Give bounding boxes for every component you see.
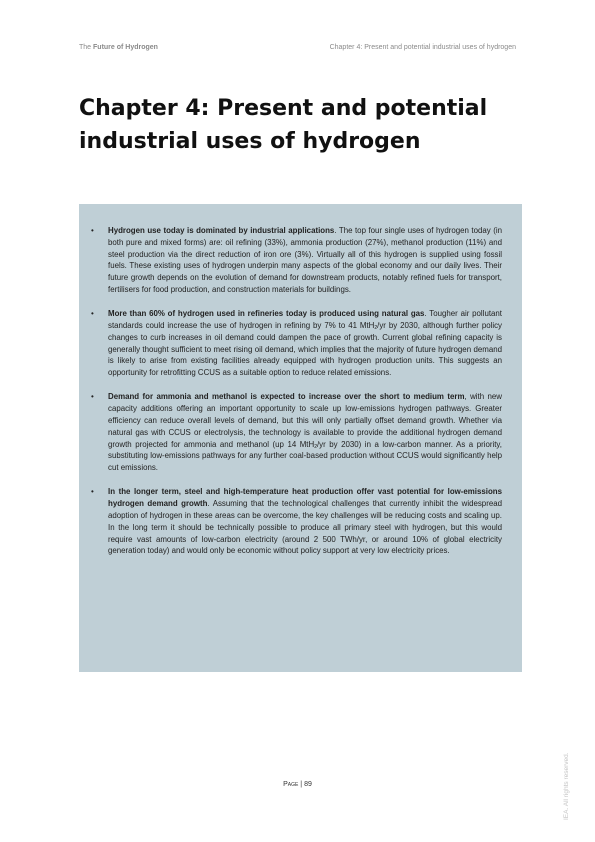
page-footer [0,781,595,788]
finding-body-part-a: , with new capacity additions offering an important opportunity to scale up low-emissions hydrogen pathways. Greater efficiency can reduce overall levels of demand, but this will only partially offset demand growth. Whether via natural gas with CCUS or electrolysis, the technology is available to provide the additional hydrogen demand growth projected for ammonia and methanol (up 14 MtH [108,392,502,449]
finding-body: . The top four single uses of hydrogen today (in both pure and mixed forms) are: oil refining (33%), ammonia production (27%), methanol production (11%) and steel production via the direct reduction of iron ore (3%). Virtually all of this hydrogen is supplied using fossil fuels. These existing uses of hydrogen underpin many aspects of the global economy and our daily lives. Their future growth depends on the evolution of demand for downstream products, notably refined fuels for transport, fertilisers for food production, and construction materials for buildings. [108,226,502,294]
finding-item-refining-uses [88,225,502,296]
subscript-2: 2 [314,443,317,450]
chapter-title: Chapter 4: Present and potential industrial uses of hydrogen [79,96,488,154]
page-separator: | [298,781,305,788]
finding-body-part-a: . Tougher air pollutant standards could increase the use of hydrogen in refining by 7% to 41 MtH [108,309,502,330]
page-label: Page [283,781,299,788]
key-findings-box [79,204,522,672]
key-findings-list [88,225,502,557]
subscript-2: 2 [374,324,378,331]
finding-lead: Hydrogen use today is dominated by industrial applications [108,226,335,235]
finding-item-refineries [88,308,502,379]
bullet-icon: • [91,487,94,497]
finding-lead: More than 60% of hydrogen used in refineries today is produced using natural gas [108,309,425,319]
finding-body: . Assuming that the technological challenges that currently inhibit the widespread adoption of hydrogen in these areas can be overcome, the key challenges will be reducing costs and scaling up. In the long term it should be technically possible to produce all primary steel with hydrogen, but this would require vast amounts of low-carbon electricity (around 2 500 TWh/yr, or around 10% of global electricity generation today) and would only be economic without policy support at very low electricity prices. [108,499,502,556]
bullet-icon: • [91,226,94,235]
header-title-bold: Future of Hydrogen [93,44,158,51]
running-header-chapter: Chapter 4: Present and potential industrial uses of hydrogen [329,44,516,51]
finding-body-part-b: /yr by 2030, although further policy changes to curb increases in oil demand could dampen the pace of growth. Current global refining capacity is generally thought sufficient to meet rising oil demand, which implies that the majority of future hydrogen demand is likely to arise from existing facilities already equipped with hydrogen production units. This suggests an opportunity for retrofitting CCUS as a suitable option to reduce related emissions. [108,320,502,378]
finding-item-steel-heat [88,486,502,557]
running-header-title [79,44,158,51]
page-number: 89 [304,781,312,788]
rights-watermark: IEA. All rights reserved. [563,752,570,820]
finding-lead: In the longer term, steel and high-temperature heat production offer vast potential for low-emissions hydrogen demand growth [108,487,502,509]
bullet-icon: • [91,309,94,319]
finding-lead: Demand for ammonia and methanol is expected to increase over the short to medium term [108,392,465,402]
header-title-prefix: The [79,44,94,51]
finding-body-part-b: /yr by 2030) in a low-carbon manner. As a priority, substituting low-emissions pathways for any further coal-based production without CCUS would significantly help cut emissions. [108,439,502,473]
bullet-icon: • [91,392,94,402]
finding-item-ammonia-methanol [88,391,502,474]
